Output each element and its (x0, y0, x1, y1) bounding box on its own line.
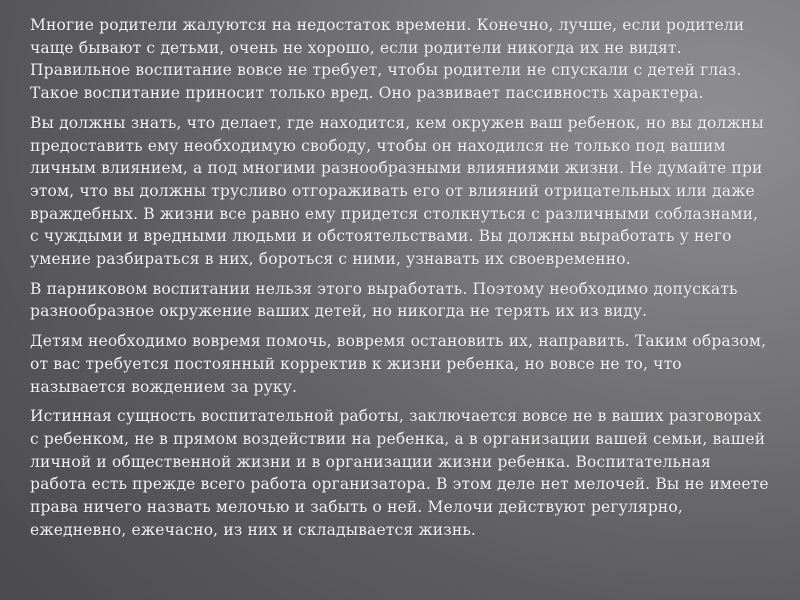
paragraph-5: Истинная сущность воспитательной работы, заключается вовсе не в ваших разговорах с ребенком, не в прямом воздействии на ребенка, а в организации вашей семьи, вашей личной и общественной жизни и в организации жизни ребенка. Воспитательная работа есть прежде всего работа организатора. В этом деле нет мелочей. Вы не имеете права ничего назвать мелочью и забыть о ней. Мелочи действуют регулярно, ежедневно, ежечасно, из них и складывается жизнь. (30, 407, 769, 539)
paragraph-2: Вы должны знать, что делает, где находится, кем окружен ваш ребенок, но вы должны предоставить ему необходимую свободу, чтобы он находился не только под вашим личным влиянием, а под многими разнообразными влияниями жизни. Не думайте при этом, что вы должны трусливо отгораживать его от влияний отрицательных или даже враждебных. В жизни все равно ему придется столкнуться с различными соблазнами, с чуждыми и вредными людьми и обстоятельствами. Вы должны выработать у него умение разбираться в них, бороться с ними, узнавать их своевременно. (30, 113, 764, 269)
slide-text-body (30, 14, 770, 600)
paragraph-4: Детям необходимо вовремя помочь, вовремя остановить их, направить. Таким образом, от вас требуется постоянный корректив к жизни ребенка, но вовсе не то, что называется вождением за руку. (30, 332, 767, 396)
paragraph-1: Многие родители жалуются на недостаток времени. Конечно, лучше, если родители чаще бывают с детьми, очень не хорошо, если родители никогда их не видят. Правильное воспитание вовсе не требует, чтобы родители не спускали с детей глаз. Такое воспитание приносит только вред. Оно развивает пассивность характера. (30, 16, 745, 103)
paragraph-3: В парниковом воспитании нельзя этого выработать. Поэтому необходимо допускать разнообразное окружение ваших детей, но никогда не терять их из виду. (30, 279, 738, 321)
